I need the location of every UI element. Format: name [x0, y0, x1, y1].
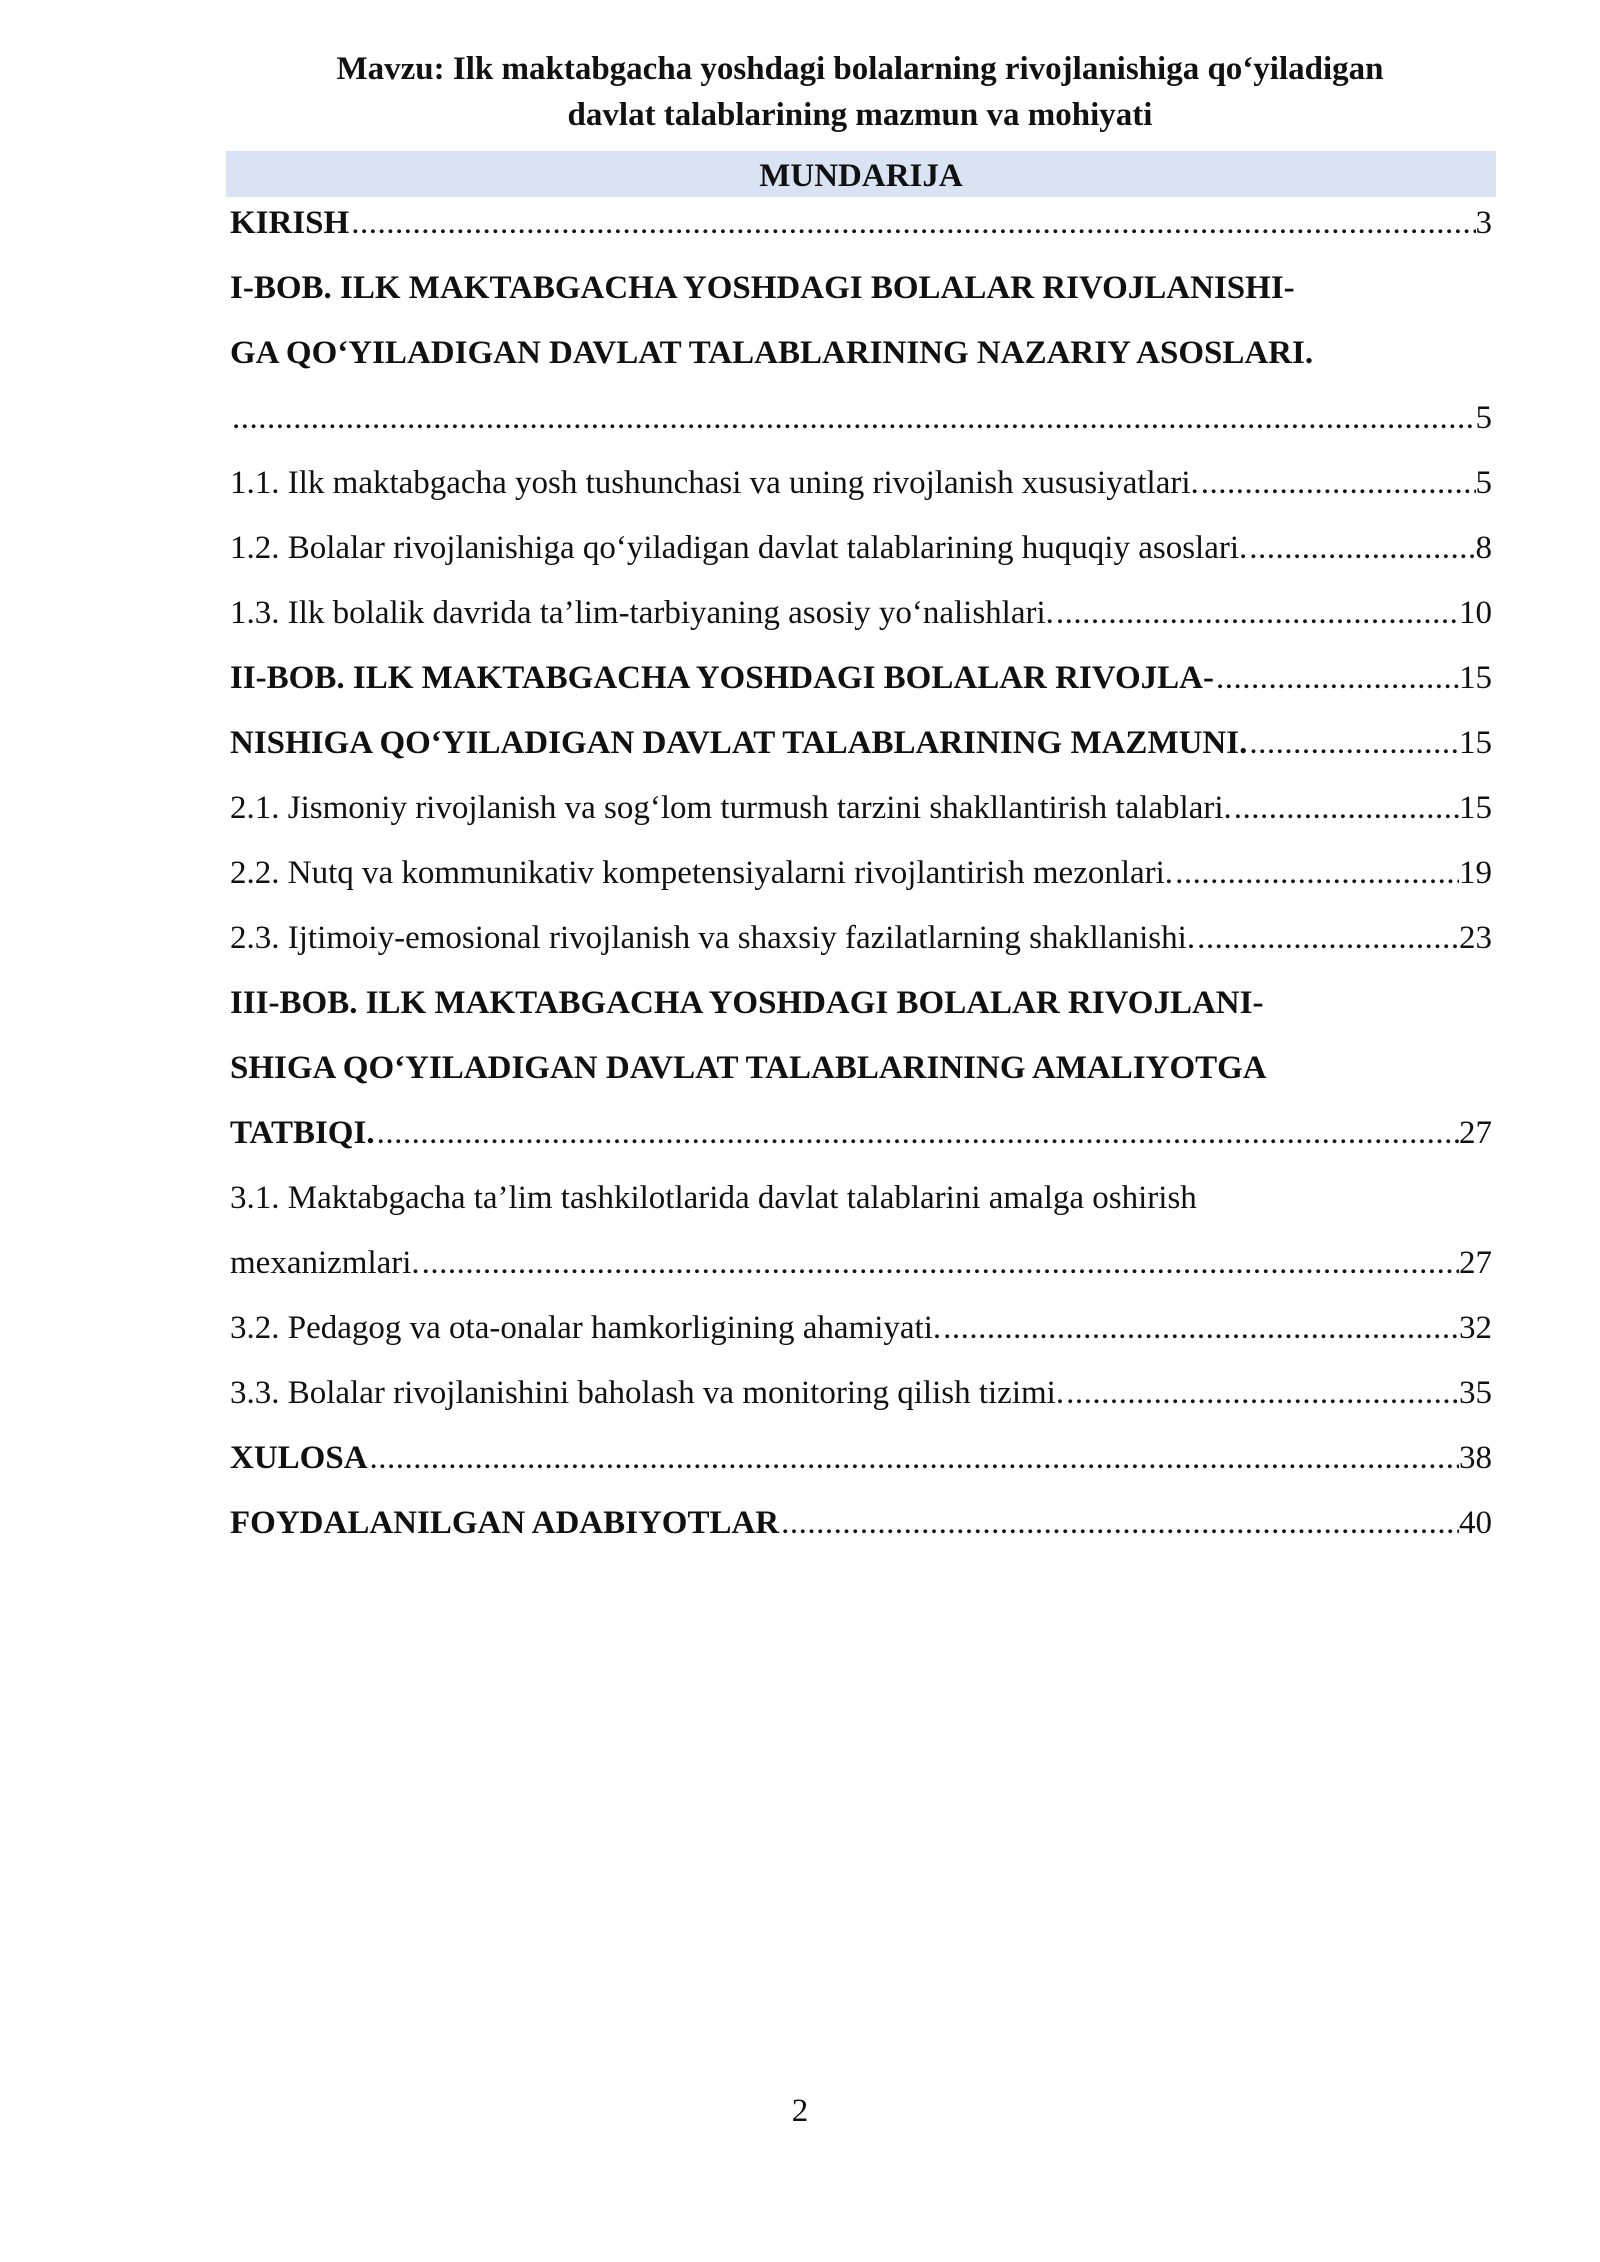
toc-entry-page: 15	[1459, 725, 1492, 761]
document-header	[225, 46, 1495, 138]
toc-entry-title: 2.1. Jismoniy rivojlanish va sog‘lom turmush tarzini shakllantirish talablari.	[230, 790, 1232, 826]
toc-entry-title: GA QO‘YILADIGAN DAVLAT TALABLARINING NAZARIY ASOSLARI.	[230, 335, 1314, 371]
toc-entry-title: mexanizmlari.	[230, 1245, 420, 1281]
toc-dot-leader	[1199, 458, 1476, 508]
toc-dot-leader	[1173, 848, 1459, 898]
toc-entry	[230, 1433, 1492, 1483]
toc-entry	[230, 1368, 1492, 1418]
toc-entry-title: 1.2. Bolalar rivojlanishiga qo‘yiladigan davlat talablarining huquqiy asoslari.	[230, 530, 1248, 566]
toc-entry-title: NISHIGA QO‘YILADIGAN DAVLAT TALABLARINING MAZMUNI.	[230, 725, 1248, 761]
toc-entry-page: 10	[1459, 595, 1492, 631]
toc-entry	[230, 458, 1492, 508]
toc-dot-leader	[779, 1498, 1459, 1548]
toc-dot-leader	[349, 198, 1475, 248]
page-number: 2	[791, 2093, 809, 2129]
toc-entry	[230, 913, 1492, 963]
toc-entry-page: 15	[1459, 790, 1492, 826]
toc-entry-page: 38	[1459, 1440, 1492, 1476]
header-line-2: davlat talablarining mazmun va mohiyati	[567, 97, 1153, 133]
toc-entry-page: 8	[1475, 530, 1492, 566]
toc-dot-leader	[941, 1303, 1459, 1353]
toc-dot-leader	[1247, 523, 1475, 573]
toc-entry-title: III-BOB. ILK MAKTABGACHA YOSHDAGI BOLALAR RIVOJLANI-	[230, 985, 1264, 1021]
toc-entry	[230, 1498, 1492, 1548]
toc-dot-leader	[1195, 913, 1459, 963]
toc-dot-leader	[1054, 588, 1459, 638]
toc-entry	[230, 783, 1492, 833]
toc-dot-leader	[230, 393, 1476, 443]
toc-entry-title: 1.3. Ilk bolalik davrida ta’lim-tarbiyaning asosiy yo‘nalishlari.	[230, 595, 1054, 631]
toc-entry-page: 19	[1459, 855, 1492, 891]
toc-entry	[230, 1238, 1492, 1288]
toc-entry	[230, 263, 1492, 313]
toc-entry-title: 3.1. Maktabgacha ta’lim tashkilotlarida davlat talablarini amalga oshirish	[230, 1180, 1197, 1216]
toc-entry	[230, 198, 1492, 248]
toc-entry-title: 2.3. Ijtimoiy-emosional rivojlanish va shaxsiy fazilatlarning shakllanishi.	[230, 920, 1196, 956]
toc-entry-title: KIRISH	[230, 205, 350, 241]
toc-entry-title: 3.3. Bolalar rivojlanishini baholash va monitoring qilish tizimi.	[230, 1375, 1065, 1411]
toc-dot-leader	[375, 1108, 1459, 1158]
toc-entry-page: 5	[1475, 465, 1492, 501]
toc-entry-title: II-BOB. ILK MAKTABGACHA YOSHDAGI BOLALAR RIVOJLA-	[230, 660, 1214, 696]
toc-entry	[230, 328, 1492, 378]
toc-entry-title: 2.2. Nutq va kommunikativ kompetensiyalarni rivojlantirish mezonlari.	[230, 855, 1174, 891]
toc-entry	[230, 523, 1492, 573]
toc-entry-page: 35	[1459, 1375, 1492, 1411]
toc-entry-page: 27	[1459, 1245, 1492, 1281]
toc-dot-leader	[1064, 1368, 1459, 1418]
toc-entry-page: 23	[1459, 920, 1492, 956]
toc-entry-page: 40	[1459, 1505, 1492, 1541]
toc-entry-title: FOYDALANILGAN ADABIYOTLAR	[230, 1505, 780, 1541]
toc-dot-leader	[368, 1433, 1459, 1483]
toc-entry	[230, 1303, 1492, 1353]
toc-entry-title: 1.1. Ilk maktabgacha yosh tushunchasi va uning rivojlanish xususiyatlari.	[230, 465, 1199, 501]
toc-entry	[230, 1173, 1492, 1223]
toc-entry	[230, 848, 1492, 898]
toc-entry-title: I-BOB. ILK MAKTABGACHA YOSHDAGI BOLALAR RIVOJLANISHI-	[230, 270, 1295, 306]
toc-dot-leader	[420, 1238, 1459, 1288]
toc-entry-title: TATBIQI.	[230, 1115, 375, 1151]
toc-entry-title: SHIGA QO‘YILADIGAN DAVLAT TALABLARINING AMALIYOTGA	[230, 1050, 1267, 1086]
toc-entry	[230, 718, 1492, 768]
toc-entry	[230, 1043, 1492, 1093]
toc-entry-page: 32	[1459, 1310, 1492, 1346]
toc-entry-title: XULOSA	[230, 1440, 368, 1476]
toc-dot-leader	[1232, 783, 1459, 833]
toc-entry-page: 3	[1475, 205, 1492, 241]
toc-entry-page: 27	[1459, 1115, 1492, 1151]
toc-entry-page: 15	[1459, 660, 1492, 696]
toc-entry	[230, 588, 1492, 638]
toc-entry-title: 3.2. Pedagog va ota-onalar hamkorligining ahamiyati.	[230, 1310, 942, 1346]
toc-entry-page: 5	[1475, 400, 1492, 436]
toc-dot-leader	[1247, 718, 1459, 768]
toc-entry	[230, 1108, 1492, 1158]
toc-entry	[230, 978, 1492, 1028]
toc-dot-leader	[1214, 653, 1459, 703]
toc-entry	[230, 653, 1492, 703]
header-line-1: Mavzu: Ilk maktabgacha yoshdagi bolalarning rivojlanishiga qo‘yiladigan	[336, 51, 1384, 87]
toc-title: MUNDARIJA	[226, 151, 1496, 197]
toc-entry	[230, 393, 1492, 443]
